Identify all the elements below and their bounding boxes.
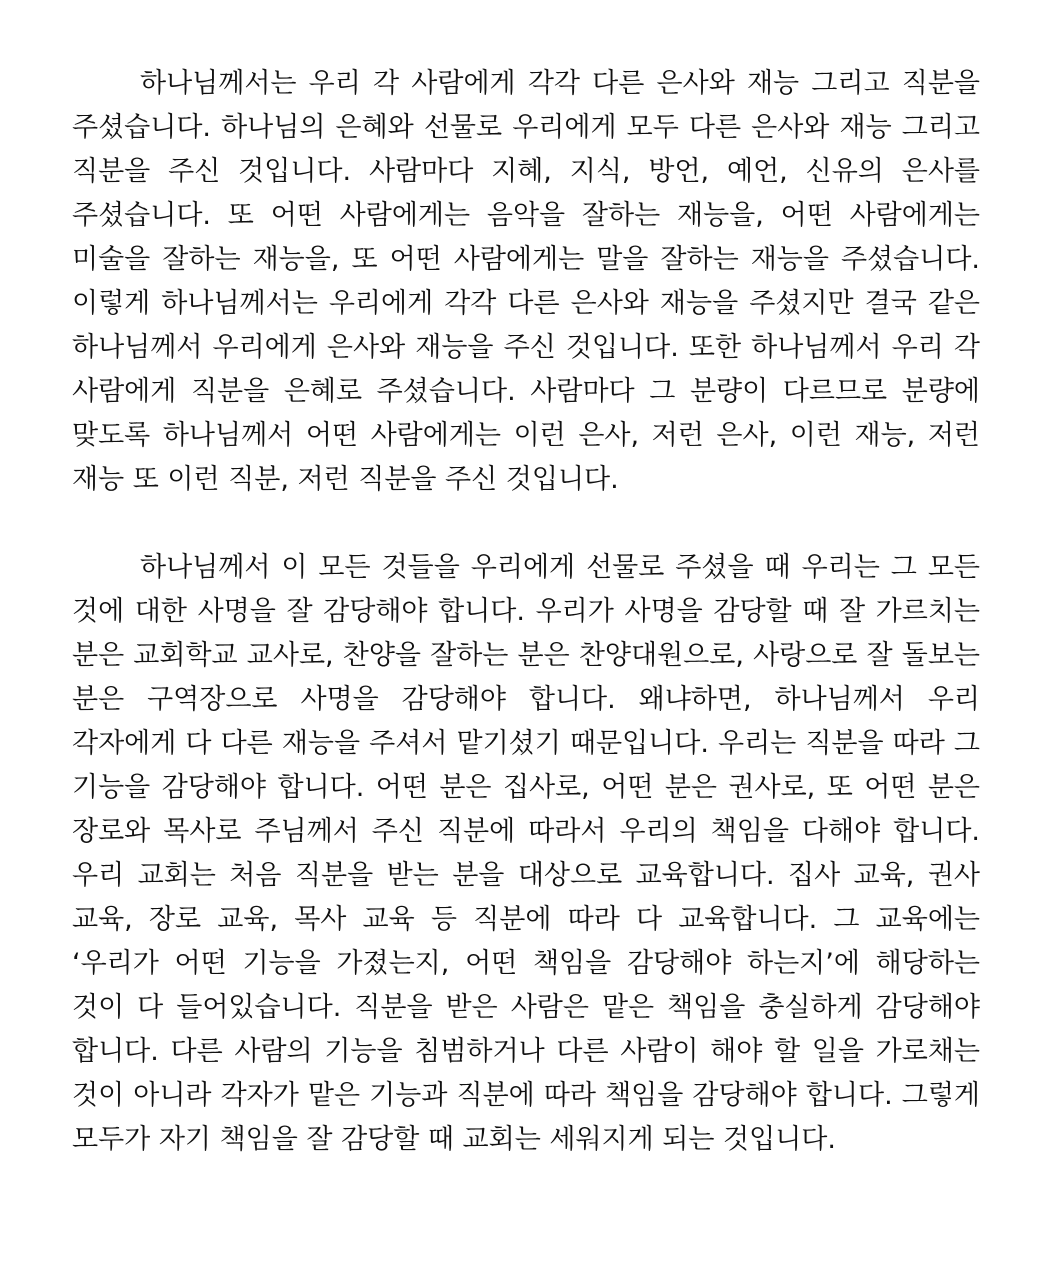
document-body xyxy=(72,62,980,1162)
paragraph-2: 하나님께서 이 모든 것들을 우리에게 선물로 주셨을 때 우리는 그 모든 것에 대한 사명을 잘 감당해야 합니다. 우리가 사명을 감당할 때 잘 가르치는 분은 교회학교 교사로, 찬양을 잘하는 분은 찬양대원으로, 사랑으로 잘 돌보는 분은 구역장으로 사명을 감당해야 합니다. 왜냐하면, 하나님께서 우리 각자에게 다 다른 재능을 주셔서 맡기셨기 때문입니다. 우리는 직분을 따라 그 기능을 감당해야 합니다. 어떤 분은 집사로, 어떤 분은 권사로, 또 어떤 분은 장로와 목사로 주님께서 주신 직분에 따라서 우리의 책임을 다해야 합니다. 우리 교회는 처음 직분을 받는 분을 대상으로 교육합니다. 집사 교육, 권사 교육, 장로 교육, 목사 교육 등 직분에 따라 다 교육합니다. 그 교육에는 ‘우리가 어떤 기능을 가졌는지, 어떤 책임을 감당해야 하는지’에 해당하는 것이 다 들어있습니다. 직분을 받은 사람은 맡은 책임을 충실하게 감당해야 합니다. 다른 사람의 기능을 침범하거나 다른 사람이 해야 할 일을 가로채는 것이 아니라 각자가 맡은 기능과 직분에 따라 책임을 감당해야 합니다. 그렇게 모두가 자기 책임을 잘 감당할 때 교회는 세워지게 되는 것입니다. xyxy=(72,552,980,1155)
paragraph-1: 하나님께서는 우리 각 사람에게 각각 다른 은사와 재능 그리고 직분을 주셨습니다. 하나님의 은혜와 선물로 우리에게 모두 다른 은사와 재능 그리고 직분을 주신 것입니다. 사람마다 지혜, 지식, 방언, 예언, 신유의 은사를 주셨습니다. 또 어떤 사람에게는 음악을 잘하는 재능을, 어떤 사람에게는 미술을 잘하는 재능을, 또 어떤 사람에게는 말을 잘하는 재능을 주셨습니다. 이렇게 하나님께서는 우리에게 각각 다른 은사와 재능을 주셨지만 결국 같은 하나님께서 우리에게 은사와 재능을 주신 것입니다. 또한 하나님께서 우리 각 사람에게 직분을 은혜로 주셨습니다. 사람마다 그 분량이 다르므로 분량에 맞도록 하나님께서 어떤 사람에게는 이런 은사, 저런 은사, 이런 재능, 저런 재능 또 이런 직분, 저런 직분을 주신 것입니다. xyxy=(72,68,980,495)
